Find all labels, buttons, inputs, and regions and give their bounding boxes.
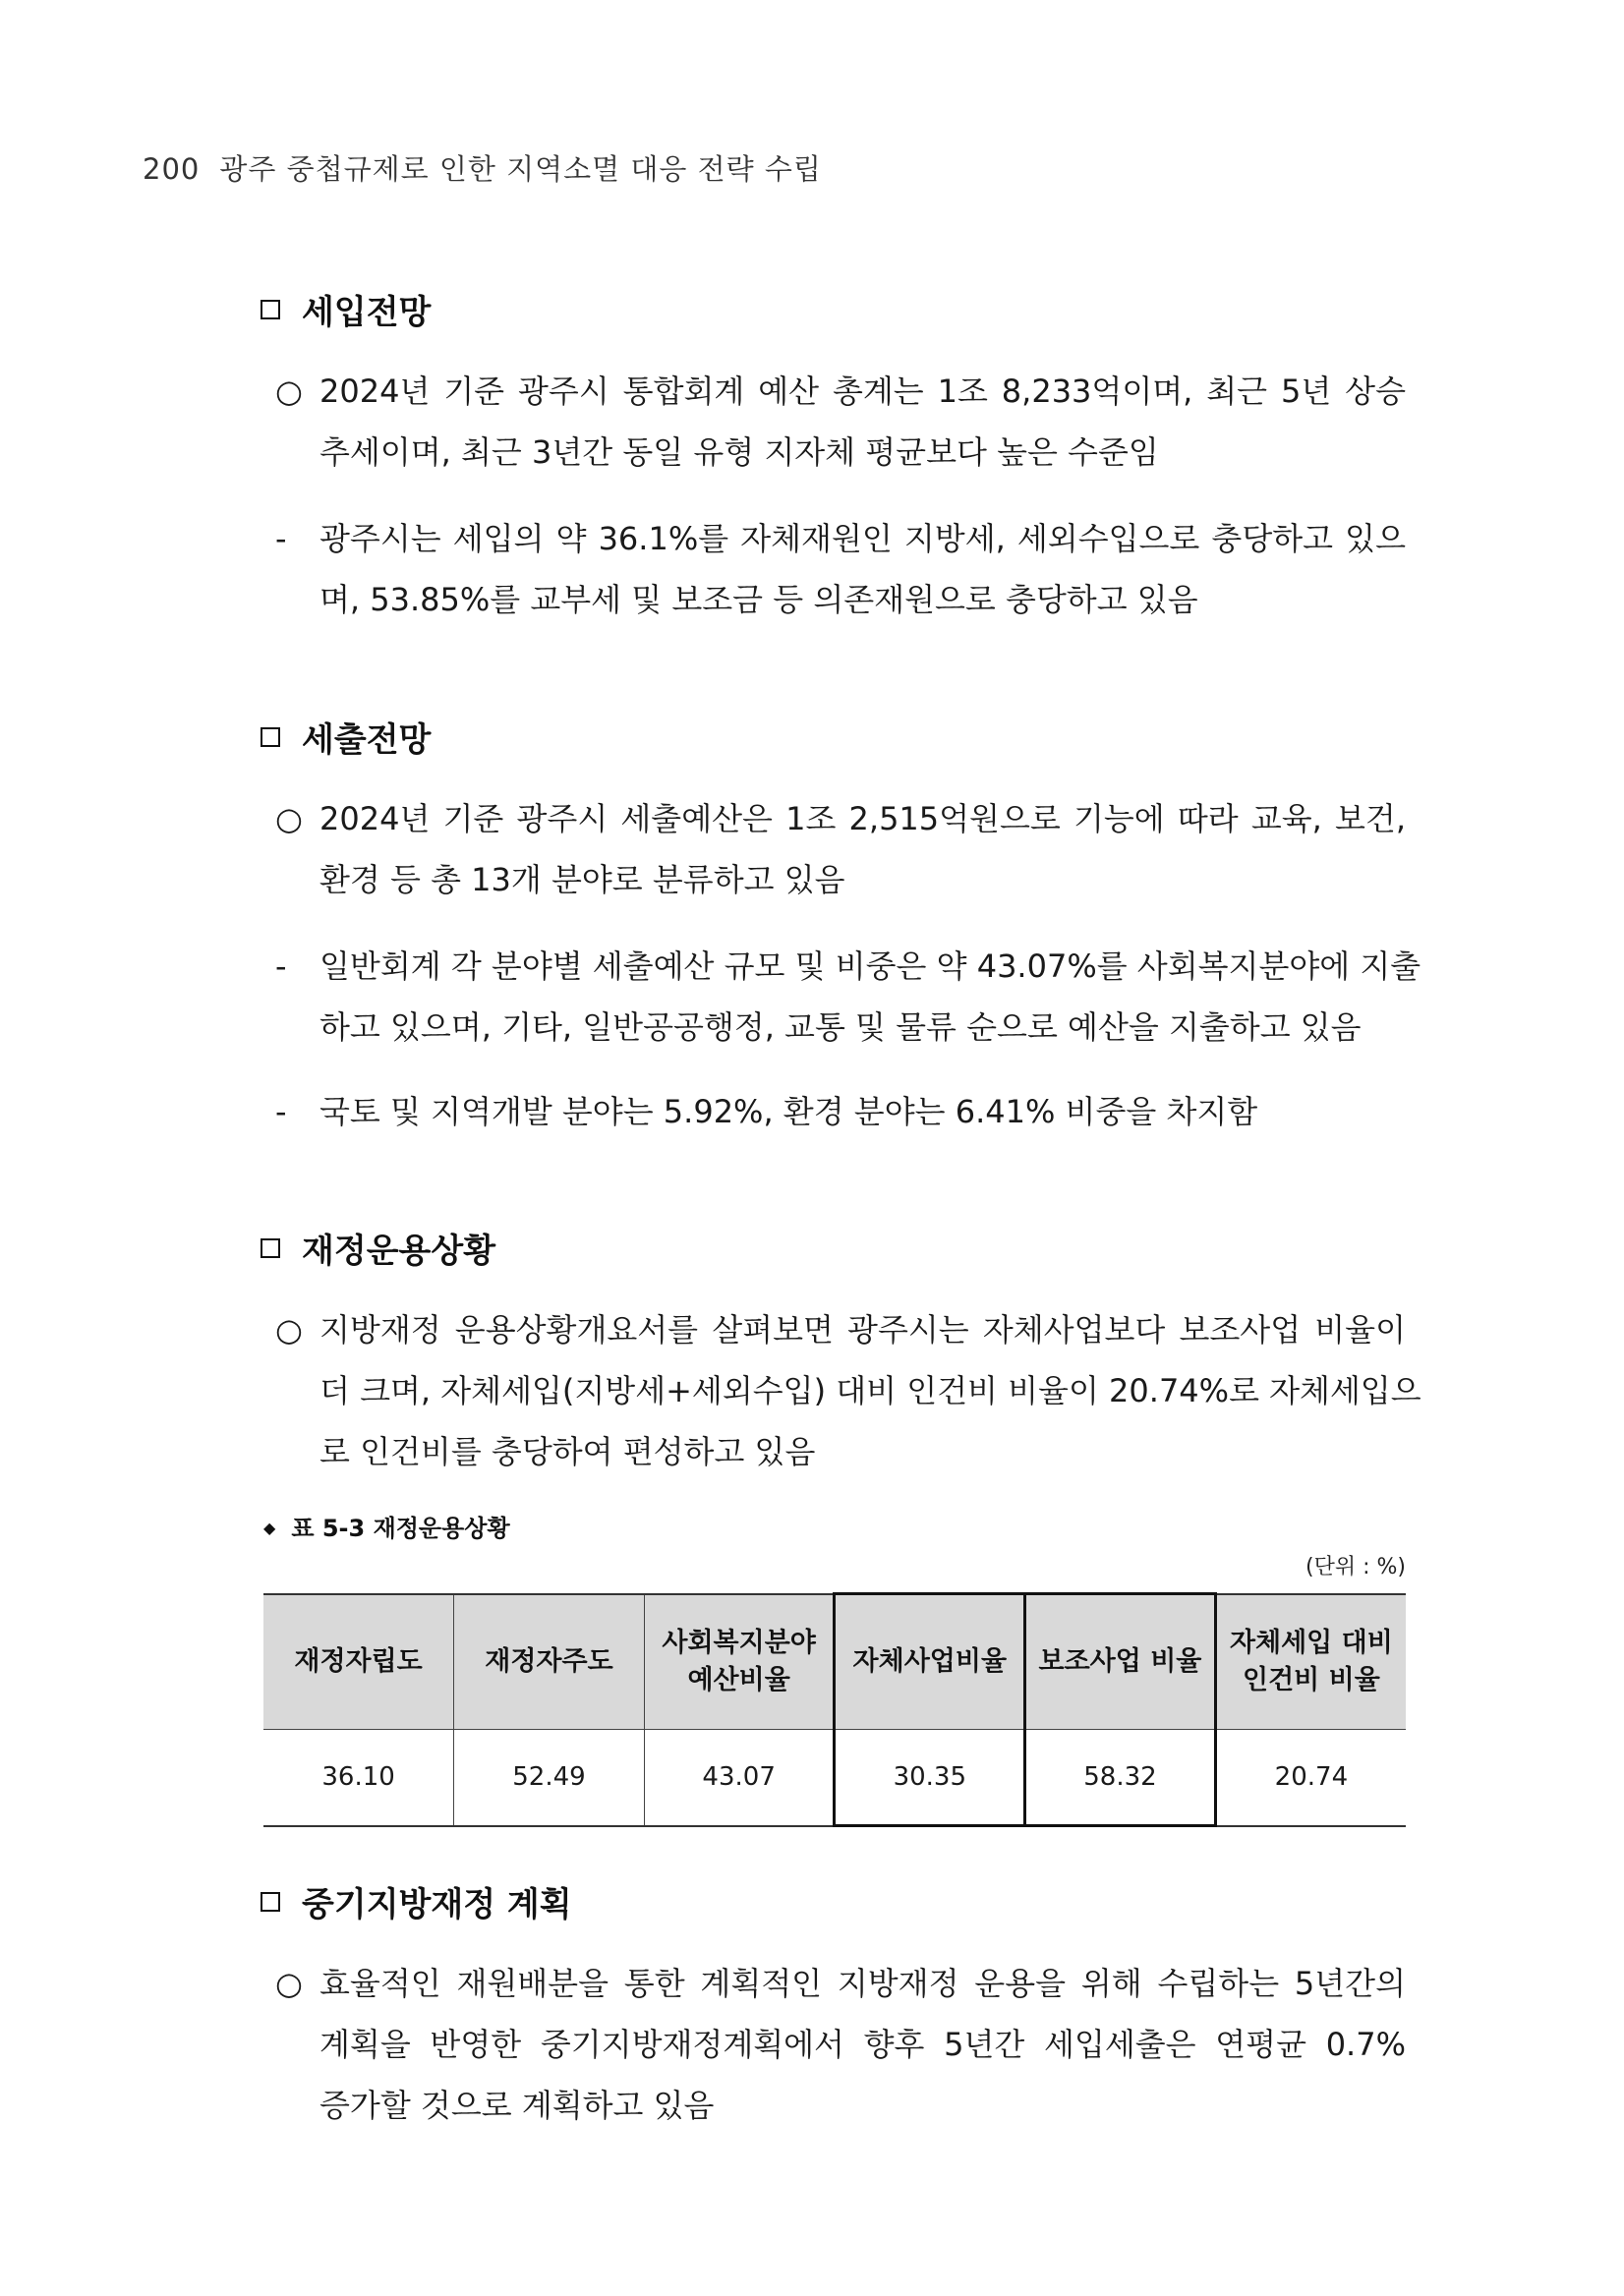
header-title: 광주 중첩규제로 인한 지역소멸 대응 전략 수립 [219, 152, 822, 186]
circle-bullet-icon: ○ [275, 373, 303, 410]
cell-subsidy-project-ratio: 58.32 [1025, 1730, 1216, 1826]
section-heading-fiscal-operation: 재정운용상황 [261, 1224, 495, 1272]
cell-own-project-ratio: 30.35 [835, 1730, 1025, 1826]
diamond-bullet-icon: ◆ [263, 1519, 276, 1537]
header-social-welfare-ratio: 사회복지분야 예산비율 [644, 1594, 835, 1730]
dash-bullet-icon: - [275, 947, 287, 985]
cell-fiscal-independence: 36.10 [263, 1730, 454, 1826]
cell-personnel-cost-ratio: 20.74 [1215, 1730, 1406, 1826]
checkbox-square-icon [261, 727, 280, 747]
table-row [263, 1730, 1406, 1826]
running-header [143, 147, 822, 188]
revenue-paragraph-2: - 광주시는 세입의 약 36.1%를 자체재원인 지방세, 세외수입으로 충당하고 있으 며, 53.85%를 교부세 및 보조금 등 의존재원으로 충당하고 있음 [275, 508, 1406, 630]
expenditure-paragraph-3: - 국토 및 지역개발 분야는 5.92%, 환경 분야는 6.41% 비중을 차지함 [275, 1081, 1406, 1142]
checkbox-square-icon [261, 1238, 280, 1258]
table-unit: (단위 : %) [1305, 1555, 1406, 1579]
circle-bullet-icon: ○ [275, 1965, 303, 2002]
dash-bullet-icon: - [275, 520, 287, 557]
header-fiscal-independence: 재정자립도 [263, 1594, 454, 1730]
fiscal-operation-paragraph-1: ○ 지방재정 운용상황개요서를 살펴보면 광주시는 자체사업보다 보조사업 비율이 더 크며, 자체세입(지방세+세외수입) 대비 인건비 비율이 20.74%로 자체세입으 로 인건비를 충당하여 편성하고 있음 [275, 1299, 1406, 1482]
cell-fiscal-autonomy: 52.49 [454, 1730, 645, 1826]
circle-bullet-icon: ○ [275, 1311, 303, 1349]
expenditure-paragraph-2: - 일반회계 각 분야별 세출예산 규모 및 비중은 약 43.07%를 사회복지분야에 지출 하고 있으며, 기타, 일반공공행정, 교통 및 물류 순으로 예산을 지출하고 있음 [275, 936, 1406, 1058]
page-number: 200 [143, 152, 201, 186]
circle-bullet-icon: ○ [275, 800, 303, 837]
header-subsidy-project-ratio: 보조사업 비율 [1025, 1594, 1216, 1730]
dash-bullet-icon: - [275, 1093, 287, 1130]
table-header-row [263, 1594, 1406, 1730]
midterm-plan-paragraph-1: ○ 효율적인 재원배분을 통한 계획적인 지방재정 운용을 위해 수립하는 5년간의 계획을 반영한 중기지방재정계획에서 향후 5년간 세입세출은 연평균 0.7% 증가할 것으로 계획하고 있음 [275, 1953, 1406, 2136]
checkbox-square-icon [261, 300, 280, 319]
section-heading-revenue: 세입전망 [261, 285, 431, 333]
expenditure-paragraph-1: ○ 2024년 기준 광주시 세출예산은 1조 2,515억원으로 기능에 따라 교육, 보건, 환경 등 총 13개 분야로 분류하고 있음 [275, 788, 1406, 910]
cell-social-welfare-ratio: 43.07 [644, 1730, 835, 1826]
section-heading-midterm-plan: 중기지방재정 계획 [261, 1877, 572, 1925]
section-heading-expenditure: 세출전망 [261, 713, 431, 761]
header-own-project-ratio: 자체사업비율 [835, 1594, 1025, 1730]
revenue-paragraph-1: ○ 2024년 기준 광주시 통합회계 예산 총계는 1조 8,233억이며, 최근 5년 상승 추세이며, 최근 3년간 동일 유형 지자체 평균보다 높은 수준임 [275, 361, 1406, 483]
checkbox-square-icon [261, 1892, 280, 1912]
header-personnel-cost-ratio: 자체세입 대비 인건비 비율 [1215, 1594, 1406, 1730]
table-caption: ◆ 표 5-3 재정운용상황 [263, 1515, 510, 1542]
fiscal-operation-table [263, 1592, 1406, 1827]
header-fiscal-autonomy: 재정자주도 [454, 1594, 645, 1730]
